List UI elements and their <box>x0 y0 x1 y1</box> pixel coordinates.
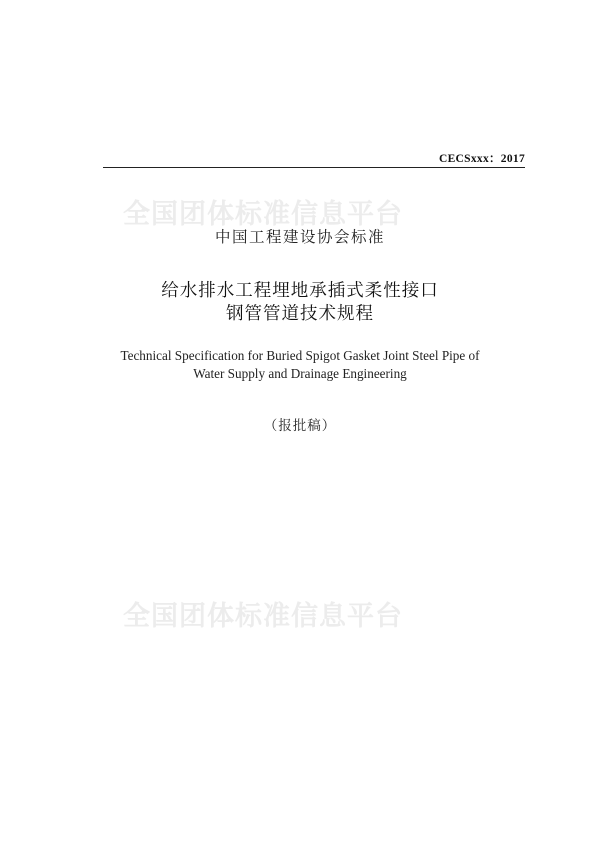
draft-status: （报批稿） <box>263 418 337 434</box>
title-chinese-line-1: 给水排水工程埋地承插式柔性接口 <box>161 281 439 301</box>
title-english-line-2: Water Supply and Drainage Engineering <box>193 366 407 381</box>
issuing-organization: 中国工程建设协会标准 <box>214 228 385 246</box>
header-rule <box>103 167 525 168</box>
watermark-bottom: 全国团体标准信息平台 <box>123 601 403 632</box>
standard-code: CECSxxx：2017 <box>438 153 525 165</box>
watermark-top: 全国团体标准信息平台 <box>123 199 403 230</box>
title-english-line-1: Technical Specification for Buried Spigot Gasket Joint Steel Pipe of <box>120 348 480 363</box>
title-chinese-line-2: 钢管管道技术规程 <box>226 304 374 324</box>
